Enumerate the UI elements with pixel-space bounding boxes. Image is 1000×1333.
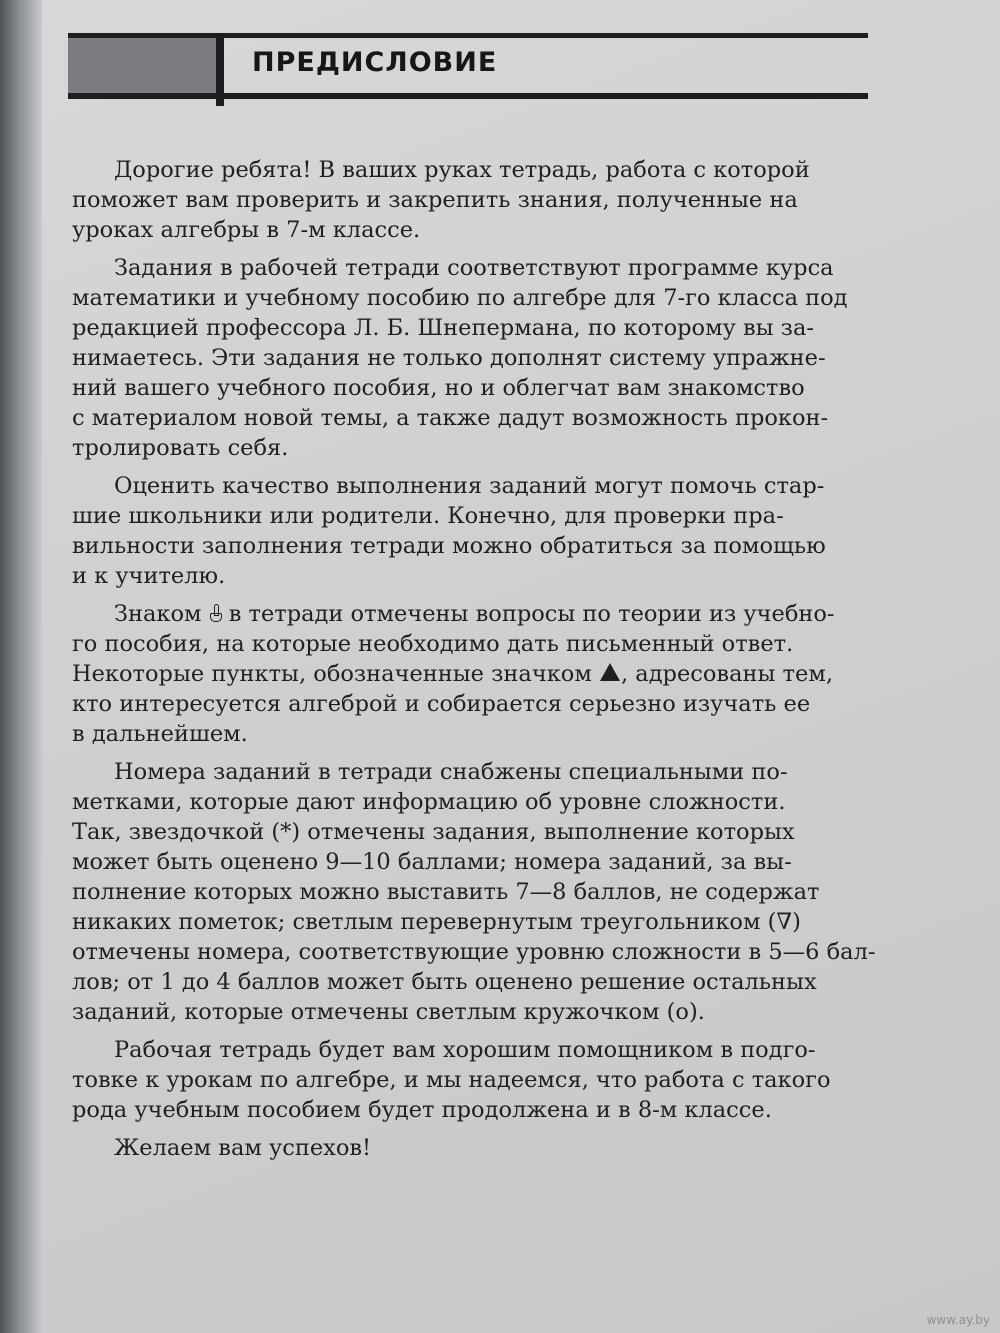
paragraph-closing (72, 1035, 912, 1125)
text-fragment: , адресованы тем, (620, 661, 833, 687)
paragraph-greeting (72, 155, 912, 245)
text-line (72, 599, 912, 629)
text-line: кто интересуется алгеброй и собирается серьезно изучать ее (72, 691, 811, 717)
paragraph-wishes (72, 1133, 912, 1163)
paragraph-tasks (72, 253, 912, 463)
watermark: www.ay.by (926, 1313, 990, 1327)
text-line: и к учителю. (72, 563, 226, 589)
text-line: уроках алгебры в 7-м классе. (72, 217, 421, 243)
paragraph-evaluation (72, 471, 912, 591)
text-line: лов; от 1 до 4 баллов может быть оценено решение остальных (72, 969, 817, 995)
text-line: рода учебным пособием будет продолжена и в 8-м классе. (72, 1097, 772, 1123)
text-line: с материалом новой темы, а также дадут возможность прокон- (72, 405, 829, 431)
text-line: отмечены номера, соответствующие уровню сложности в 5—6 бал- (72, 939, 876, 965)
book-spine-shadow (0, 0, 42, 1333)
text-line: го пособия, на которые необходимо дать письменный ответ. (72, 631, 794, 657)
text-line: может быть оценено 9—10 баллами; номера заданий, за вы- (72, 849, 792, 875)
text-line: шие школьники или родители. Конечно, для проверки пра- (72, 503, 784, 529)
text-line: математики и учебному пособию по алгебре для 7-го класса под (72, 285, 848, 311)
text-line: Желаем вам успехов! (114, 1135, 372, 1161)
text-fragment: Знаком (114, 601, 202, 627)
text-line: Так, звездочкой (*) отмечены задания, выполнение которых (72, 819, 795, 845)
text-line: ний вашего учебного пособия, но и облегчат вам знакомство (72, 375, 805, 401)
text-line (72, 659, 912, 689)
text-line: в дальнейшем. (72, 721, 248, 747)
section-header (68, 33, 868, 106)
text-line: полнение которых можно выставить 7—8 баллов, не содержат (72, 879, 820, 905)
paragraph-difficulty (72, 757, 912, 1027)
black-triangle-icon (600, 663, 620, 681)
text-line: Рабочая тетрадь будет вам хорошим помощником в подго- (114, 1037, 816, 1063)
page-title: ПРЕДИСЛОВИЕ (252, 47, 498, 78)
text-line: метками, которые дают информацию об уровне сложности. (72, 789, 786, 815)
text-line: поможет вам проверить и закрепить знания, полученные на (72, 187, 798, 213)
text-line: товке к урокам по алгебре, и мы надеемся, что работа с такого (72, 1067, 831, 1093)
text-line: вильности заполнения тетради можно обратиться за помощью (72, 533, 826, 559)
text-line: Задания в рабочей тетради соответствуют программе курса (114, 255, 834, 281)
text-line: редакцией профессора Л. Б. Шнепермана, по которому вы за- (72, 315, 814, 341)
text-line: Дорогие ребята! В ваших руках тетрадь, работа с которой (114, 157, 810, 183)
pointing-finger-icon (209, 604, 223, 622)
paragraph-symbols (72, 599, 912, 749)
text-fragment: Некоторые пункты, обозначенные значком (72, 661, 592, 687)
text-line: Оценить качество выполнения заданий могут помочь стар- (114, 473, 825, 499)
text-line: нимаетесь. Эти задания не только дополнят систему упражне- (72, 345, 826, 371)
text-line: заданий, которые отмечены светлым кружочком (о). (72, 999, 705, 1025)
text-fragment: в тетради отмечены вопросы по теории из учебно- (228, 601, 835, 627)
text-line: никаких пометок; светлым перевернутым треугольником (∇) (72, 909, 801, 935)
header-rule-bottom (68, 93, 868, 99)
text-line: тролировать себя. (72, 435, 289, 461)
preface-body (72, 155, 912, 1163)
text-line: Номера заданий в тетради снабжены специальными по- (114, 759, 788, 785)
header-gray-block (68, 38, 220, 93)
